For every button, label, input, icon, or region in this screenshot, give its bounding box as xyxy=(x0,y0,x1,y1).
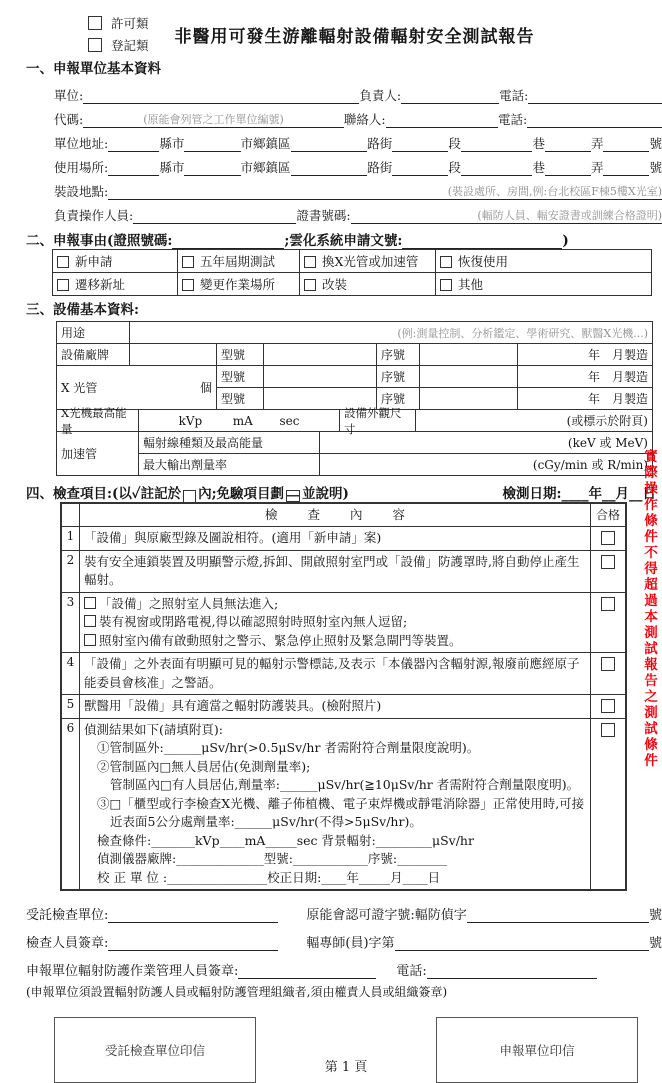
tube-detail-stack xyxy=(217,366,652,409)
made-date-label: 年 月製造 xyxy=(587,348,648,362)
pass-checkbox[interactable] xyxy=(601,531,615,545)
manager-tel-input[interactable] xyxy=(427,963,597,979)
item-text: 「設備」之外表面有明顯可見的輻射示警標誌,及表示「本儀器內含輻射源,報廢前應經原子能委員會核准」之警語。 xyxy=(84,656,580,690)
lane-label2: 巷 xyxy=(532,160,545,175)
site-town-input[interactable] xyxy=(184,160,240,176)
accelerator-label: 加速管 xyxy=(57,432,139,475)
entrusted-unit-seal-label: 受託檢查單位印信 xyxy=(104,1043,205,1058)
unit-address-row xyxy=(54,128,662,152)
form-title: 非醫用可發生游離輻射設備輻射安全測試報告 xyxy=(174,26,535,47)
registration-class-label: 登記類 xyxy=(111,38,149,53)
use-label: 用途 xyxy=(57,322,130,343)
no-column-header xyxy=(62,504,80,526)
manager-tel-label: 電話: xyxy=(396,964,427,979)
usage-site-label: 使用場所: xyxy=(54,160,109,175)
side-warning-note: 實際操作條件不得超過本測試報告之測試條件 xyxy=(641,449,657,769)
model-label: 型號 xyxy=(217,344,264,365)
serial-label: 序號 xyxy=(377,366,420,387)
code-row xyxy=(54,104,662,128)
unit-input[interactable] xyxy=(83,88,359,104)
entrusted-unit-seal-box xyxy=(54,1017,256,1083)
checkbox-icon[interactable] xyxy=(182,279,194,291)
item-number: 4 xyxy=(62,653,80,694)
cloud-doc-no-input[interactable] xyxy=(402,233,562,249)
owner-label: 負責人: xyxy=(359,88,402,103)
alley-label: 弄 xyxy=(590,136,604,151)
inspection-item-6 xyxy=(62,719,625,890)
model-input[interactable] xyxy=(264,344,377,365)
tube-row-2 xyxy=(217,388,652,409)
manager-sign-row xyxy=(26,951,662,979)
radiation-type-input[interactable] xyxy=(320,432,652,453)
inspector-sign-input[interactable] xyxy=(108,935,278,951)
detection-intro-text: 偵測結果如下(請填附頁): xyxy=(84,721,223,737)
form-header xyxy=(26,12,662,56)
section1-heading: 一、申報單位基本資料 xyxy=(26,61,161,77)
acc-row-2 xyxy=(139,454,652,475)
seg-label: 段 xyxy=(448,136,461,151)
tube1-model-input[interactable] xyxy=(264,366,377,387)
no-label: 號 xyxy=(649,136,662,151)
report-reason-table xyxy=(52,249,652,296)
registration-class-row xyxy=(88,34,149,56)
cert-no-hint: (輻防人員、輻安證書或訓練合格證明) xyxy=(477,209,662,222)
pass-checkbox[interactable] xyxy=(601,723,615,737)
section2-heading-mid: ;雲化系統申請文號: xyxy=(284,233,403,249)
reason-relocate[interactable] xyxy=(53,273,178,295)
max-energy-row xyxy=(57,405,652,436)
addr-seg-input[interactable] xyxy=(392,136,448,152)
addr-alley-input[interactable] xyxy=(545,136,591,152)
town-label2: 市鄉鎮區 xyxy=(240,160,291,175)
unit-address-label: 單位地址: xyxy=(54,136,109,151)
content-column-header: 檢查內容 xyxy=(80,504,591,526)
reason-other[interactable] xyxy=(436,273,651,295)
operator-row xyxy=(54,200,662,224)
road-label: 路街 xyxy=(367,136,393,151)
equipment-table xyxy=(56,321,653,476)
inspection-item-5 xyxy=(62,695,625,719)
reason-label: 改裝 xyxy=(322,277,348,292)
checkbox-icon[interactable] xyxy=(440,256,452,268)
max-output-input[interactable] xyxy=(320,454,652,475)
serial-input[interactable] xyxy=(420,344,518,365)
manager-sign-label: 申報單位輻射防護作業管理人員簽章: xyxy=(26,964,239,979)
code-label: 代碼: xyxy=(54,112,84,127)
made-date-label: 年 月製造 xyxy=(587,370,648,384)
rad-specialist-suffix: 號 xyxy=(648,936,662,951)
reason-row-1 xyxy=(53,250,651,273)
inspector-sign-row xyxy=(26,923,662,951)
reason-label: 其他 xyxy=(458,277,484,292)
radiation-type-label: 輻射線種類及最高能量 xyxy=(139,432,320,453)
code-hint: (原能會列管之工作單位編號) xyxy=(143,113,284,126)
brand-label: 設備廠牌 xyxy=(57,344,130,365)
site-lane-input[interactable] xyxy=(461,160,533,176)
reason-site-change[interactable] xyxy=(178,273,300,295)
reason-label: 遷移新址 xyxy=(75,277,126,292)
accelerator-rows xyxy=(57,432,652,475)
county-label2: 縣市 xyxy=(159,160,185,175)
rad-specialist-input[interactable] xyxy=(395,935,649,951)
tube-count-unit-label: 個 xyxy=(199,381,212,395)
permit-class-row xyxy=(88,12,149,34)
reason-row-2 xyxy=(53,273,651,295)
max-energy-label: X光機最高能量 xyxy=(57,410,139,431)
made-date-label: 年 月製造 xyxy=(587,392,648,406)
checkbox-icon[interactable] xyxy=(84,634,96,646)
tel-input[interactable] xyxy=(528,88,662,104)
unit-row xyxy=(54,80,662,104)
section4-heading xyxy=(26,476,662,502)
aec-cert-label: 原能會認可證字號:輻防偵字 xyxy=(306,908,467,923)
operator-input[interactable] xyxy=(133,208,296,224)
inside-no-occupancy-option[interactable]: ②管制區內□無人員居佔(免測劑量率); xyxy=(97,758,311,774)
install-location-label: 裝設地點: xyxy=(54,184,109,199)
item-option-text: 裝有視窗或閉路電視,得以確認照射時照射室內無人逗留; xyxy=(99,614,408,629)
use-row xyxy=(57,322,652,344)
inspection-item-1 xyxy=(62,527,625,551)
checkbox-icon[interactable] xyxy=(57,279,69,291)
owner-input[interactable] xyxy=(401,88,499,104)
item-number: 2 xyxy=(62,551,80,592)
county-label: 縣市 xyxy=(159,136,185,151)
cabinet-xray-option[interactable]: ③□「櫃型或行李檢查X光機、離子佈植機、電子束焊機或靜電消除器」正常使用時,可接近表面5公分處劑量率:______μSv/hr(不得>5μSv/hr)。 xyxy=(97,795,585,829)
addr-road-input[interactable] xyxy=(291,136,368,152)
code-input[interactable] xyxy=(83,112,344,128)
pass-checkbox[interactable] xyxy=(601,699,615,713)
max-output-label: 最大輸出劑量率 xyxy=(139,454,320,475)
serial-label: 序號 xyxy=(377,388,420,409)
xray-tube-rows xyxy=(57,366,652,410)
section2-heading-end: ) xyxy=(562,233,569,249)
item-number: 5 xyxy=(62,695,80,718)
acc-row-1 xyxy=(139,432,652,454)
reason-tube-change[interactable] xyxy=(300,250,436,272)
reason-label: 五年屆期測試 xyxy=(200,254,276,269)
pass-checkbox[interactable] xyxy=(601,555,615,569)
reason-resume[interactable] xyxy=(436,250,651,272)
section4-heading-pre: 四、檢查項目:(以✓註記於 xyxy=(26,486,182,502)
inspection-item-2 xyxy=(62,551,625,593)
alley-label2: 弄 xyxy=(590,160,604,175)
test-date-field[interactable]: 檢測日期:____年__月__日 xyxy=(502,486,656,502)
addr-town-input[interactable] xyxy=(184,136,240,152)
site-road-input[interactable] xyxy=(291,160,368,176)
license-no-input[interactable] xyxy=(172,233,284,249)
rad-specialist-label: 輻專師(員)字第 xyxy=(306,936,395,951)
permit-class-label: 許可類 xyxy=(111,16,149,31)
model-label: 型號 xyxy=(217,366,264,387)
entrusted-unit-label: 受託檢查單位: xyxy=(26,908,109,923)
aec-cert-input[interactable] xyxy=(467,907,649,923)
reason-new[interactable] xyxy=(53,250,178,272)
outside-control-area-field[interactable]: ①管制區外:______μSv/hr(>0.5μSv/hr 者需附符合劑量限度說明)。 xyxy=(97,740,480,755)
inspection-table-header xyxy=(62,504,625,527)
tel-label: 電話: xyxy=(499,88,529,103)
site-alley-input[interactable] xyxy=(545,160,591,176)
entrusted-unit-row xyxy=(26,895,662,923)
reason-modify[interactable] xyxy=(300,273,436,295)
site-seg-input[interactable] xyxy=(392,160,448,176)
registration-class-checkbox[interactable] xyxy=(88,38,102,52)
max-output-hint: (cGy/min 或 R/min) xyxy=(532,458,648,472)
seg-label2: 段 xyxy=(448,160,461,175)
lane-label: 巷 xyxy=(532,136,545,151)
item-text: 裝有安全連鎖裝置及明顯警示燈,拆卸、開啟照射室門或「設備」防護罩時,將自動停止產生輻射。 xyxy=(84,553,580,587)
dimension-input[interactable] xyxy=(416,410,652,431)
contact-input[interactable] xyxy=(386,112,498,128)
use-hint: (例:測量控制、分析鑑定、學術研究、獸醫X光機...) xyxy=(397,326,648,340)
pass-checkbox[interactable] xyxy=(601,657,615,671)
checkbox-icon[interactable] xyxy=(57,256,69,268)
accelerator-stack xyxy=(139,432,652,475)
footer-note: (申報單位須設置輻射防護人員或輻射防護管理組織者,須由權責人員或組織簽章) xyxy=(26,985,448,999)
no-label2: 號 xyxy=(649,160,662,175)
inspection-item-4 xyxy=(62,653,625,695)
addr-county-input[interactable] xyxy=(108,136,159,152)
inspection-item-3 xyxy=(62,593,625,654)
section4-heading-end: 並說明) xyxy=(302,486,349,502)
max-energy-input[interactable]: kVp mA sec xyxy=(139,410,340,431)
checkbox-icon[interactable] xyxy=(304,256,316,268)
aec-cert-suffix: 號 xyxy=(648,908,662,923)
inspector-sign-label: 檢查人員簽章: xyxy=(26,936,109,951)
reason-label: 變更作業場所 xyxy=(200,277,276,292)
usage-site-row xyxy=(54,152,662,176)
brand-row xyxy=(57,344,652,366)
addr-lane-input[interactable] xyxy=(461,136,533,152)
checkbox-icon[interactable] xyxy=(84,597,96,609)
cert-no-label: 證書號碼: xyxy=(296,208,351,223)
reporting-unit-seal-label: 申報單位印信 xyxy=(499,1043,575,1058)
inside-occupancy-option[interactable]: 管制區內□有人員居佔,劑量率:______μSv/hr(≧10μSv/hr 者需附符合劑量限度明)。 xyxy=(110,777,580,792)
dimension-hint: (或標示於附頁) xyxy=(566,414,648,428)
checkbox-icon[interactable] xyxy=(182,256,194,268)
road-label2: 路街 xyxy=(367,160,393,175)
permit-class-checkbox[interactable] xyxy=(88,16,102,30)
install-location-hint: (裝設處所、房間,例:台北校區F棟5樓X光室) xyxy=(447,185,662,198)
radiation-type-hint: (keV 或 MeV) xyxy=(567,436,648,450)
install-location-row xyxy=(54,176,662,200)
contact-label: 聯絡人: xyxy=(343,112,386,127)
pass-column-header: 合格 xyxy=(595,508,620,522)
checkbox-icon[interactable] xyxy=(304,279,316,291)
detector-brand-field[interactable]: 偵測儀器廠牌:______________型號:____________序號:________ xyxy=(97,851,448,866)
brand-input[interactable] xyxy=(130,344,217,365)
tube1-serial-input[interactable] xyxy=(420,366,518,387)
calibration-unit-field[interactable]: 校 正 單 位 :________________校正日期:____年_____月____日 xyxy=(97,869,441,885)
exempt-strikethrough-box-icon xyxy=(286,490,300,502)
addr-no-input[interactable] xyxy=(603,136,649,152)
seal-area xyxy=(54,1017,646,1083)
section3-heading: 三、設備基本資料: xyxy=(26,302,139,318)
section2-heading xyxy=(26,224,662,249)
item-text: 「設備」與原廠型錄及圖說相符。(適用「新申請」案) xyxy=(84,530,382,545)
item-text: 獸醫用「設備」具有適當之輻射防護裝具。(檢附照片) xyxy=(84,698,382,713)
reporting-unit-seal-box xyxy=(436,1017,638,1083)
model-label: 型號 xyxy=(217,388,264,409)
reason-label: 換X光管或加速管 xyxy=(322,254,419,269)
item-number: 1 xyxy=(62,527,80,550)
unit-label: 單位: xyxy=(54,88,84,103)
item-option-text: 照射室內備有啟動照射之警示、緊急停止照射及緊急閘門等裝置。 xyxy=(99,632,462,648)
item-option-text: 「設備」之照射室人員無法進入; xyxy=(99,595,279,611)
site-no-input[interactable] xyxy=(603,160,649,176)
section2-heading-pre: 二、申報事由(證照號碼: xyxy=(26,233,173,249)
reason-label: 新申請 xyxy=(75,254,113,269)
serial-label: 序號 xyxy=(377,344,420,365)
reason-label: 恢復使用 xyxy=(458,254,509,269)
checkbox-icon xyxy=(183,490,196,503)
checkbox-icon[interactable] xyxy=(440,279,452,291)
inspection-table xyxy=(60,502,627,891)
dimension-label: 設備外觀尺寸 xyxy=(340,410,416,431)
operator-label: 負責操作人員: xyxy=(54,208,134,223)
pass-checkbox[interactable] xyxy=(601,597,615,611)
use-input[interactable] xyxy=(130,322,652,343)
xray-tube-label: X 光管 xyxy=(61,381,98,395)
test-condition-field[interactable]: 檢查條件:_______kVp____mA_____sec 背景輻射:_________μSv/hr xyxy=(97,832,474,848)
page-number: 第 1 頁 xyxy=(324,1060,368,1075)
xray-tube-cell xyxy=(57,366,217,409)
site-county-input[interactable] xyxy=(108,160,159,176)
item-number: 3 xyxy=(62,593,80,653)
reason-5yr[interactable] xyxy=(178,250,300,272)
tube-row-1 xyxy=(217,366,652,388)
class-checkbox-group xyxy=(88,12,149,56)
item-number: 6 xyxy=(62,719,80,890)
section4-heading-mid: 內;免驗項目劃 xyxy=(198,486,285,502)
install-location-input[interactable] xyxy=(108,184,662,200)
town-label: 市鄉鎮區 xyxy=(240,136,291,151)
tube2-serial-input[interactable] xyxy=(420,388,518,409)
entrusted-unit-input[interactable] xyxy=(108,907,278,923)
tel2-label: 電話: xyxy=(497,112,528,127)
manager-sign-input[interactable] xyxy=(238,963,376,979)
tel2-input[interactable] xyxy=(527,112,662,128)
cert-no-input[interactable] xyxy=(351,208,662,224)
checkbox-icon[interactable] xyxy=(84,615,96,627)
